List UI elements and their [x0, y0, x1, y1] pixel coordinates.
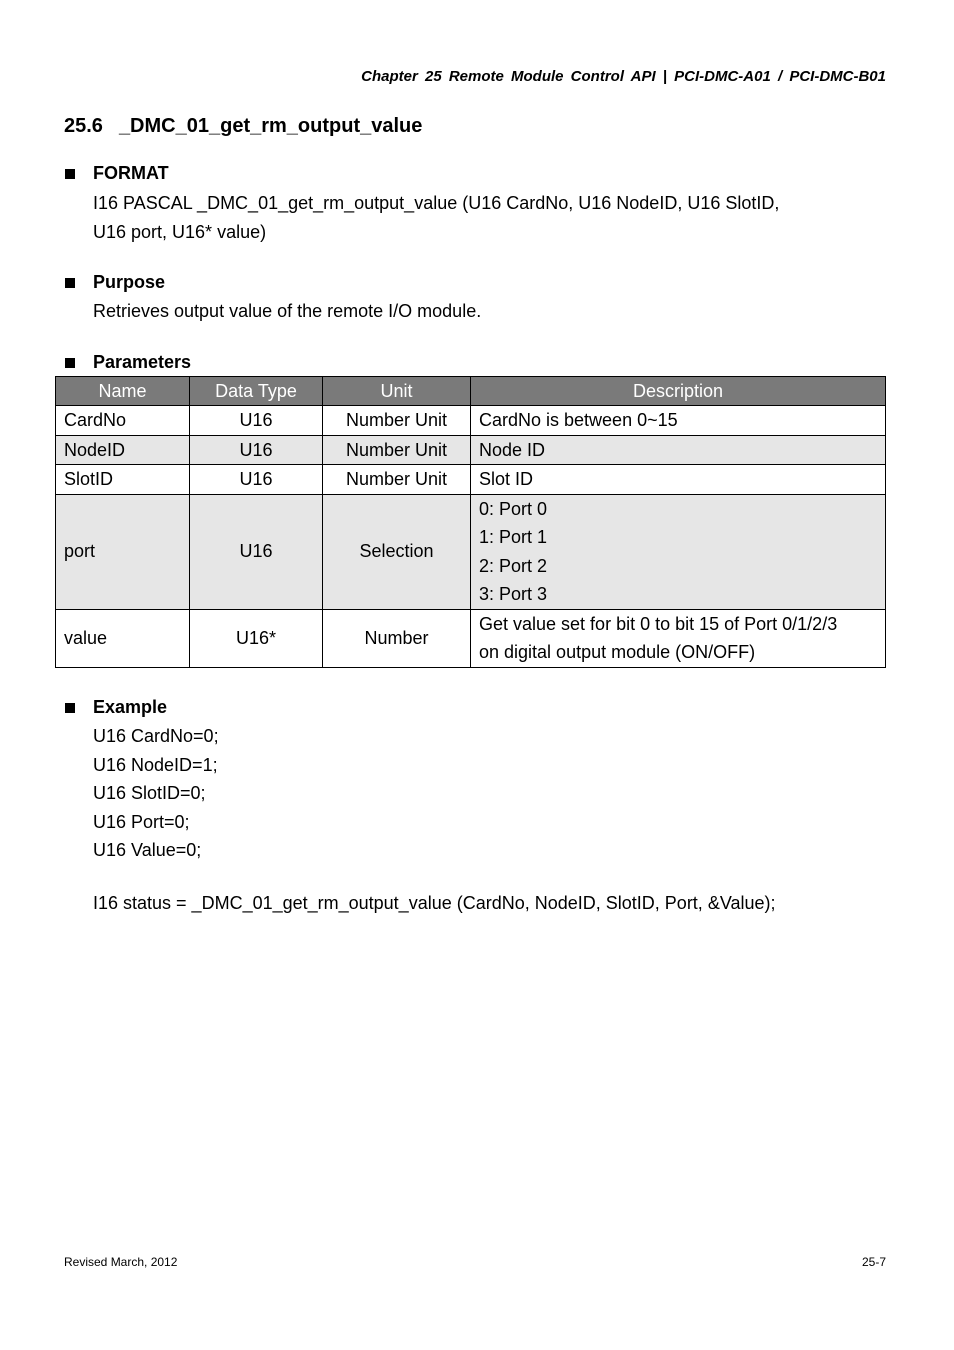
square-bullet-icon	[65, 358, 75, 368]
parameters-table	[55, 376, 886, 668]
purpose-heading-label: Purpose	[93, 272, 166, 292]
footer-revision: Revised March, 2012	[64, 1255, 178, 1269]
format-signature	[93, 189, 779, 246]
section-function-name: _DMC_01_get_rm_output_value	[118, 115, 423, 137]
param-type: U16*	[190, 609, 323, 667]
example-line: U16 CardNo=0;	[93, 726, 219, 746]
param-description	[471, 406, 886, 436]
param-name: CardNo	[56, 406, 190, 436]
param-type: U16	[190, 465, 323, 495]
description-line: Node ID	[479, 439, 546, 460]
description-line: 3: Port 3	[479, 584, 548, 604]
column-header-description: Description	[471, 377, 886, 406]
param-unit: Number Unit	[323, 406, 471, 436]
description-line: 2: Port 2	[479, 555, 548, 576]
example-line: U16 Value=0;	[93, 840, 202, 860]
table-row	[56, 465, 886, 495]
example-line: U16 SlotID=0;	[93, 783, 206, 803]
param-unit: Number Unit	[323, 435, 471, 465]
description-line: Get value set for bit 0 to bit 15 of Port 0/1/2/3	[479, 613, 838, 634]
column-header-data-type: Data Type	[190, 377, 323, 406]
description-line: 1: Port 1	[479, 527, 548, 547]
purpose-heading	[65, 272, 165, 293]
param-name: NodeID	[56, 435, 190, 465]
example-line: U16 NodeID=1;	[93, 754, 218, 775]
param-description	[471, 609, 886, 667]
description-line: 0: Port 0	[479, 498, 548, 519]
example-call: I16 status = _DMC_01_get_rm_output_value (CardNo, NodeID, SlotID, Port, &Value);	[93, 893, 776, 913]
parameters-heading-label: Parameters	[93, 352, 192, 372]
table-row	[56, 494, 886, 609]
param-unit: Number	[323, 609, 471, 667]
param-description	[471, 465, 886, 495]
square-bullet-icon	[65, 169, 75, 179]
example-line: U16 Port=0;	[93, 811, 190, 832]
purpose-text: Retrieves output value of the remote I/O module.	[93, 301, 482, 321]
section-title	[64, 115, 422, 138]
example-heading-label: Example	[93, 697, 168, 717]
param-type: U16	[190, 435, 323, 465]
square-bullet-icon	[65, 703, 75, 713]
format-line: U16 port, U16* value)	[93, 221, 267, 242]
param-description	[471, 494, 886, 609]
table-row	[56, 435, 886, 465]
param-name: SlotID	[56, 465, 190, 495]
param-type: U16	[190, 406, 323, 436]
param-description	[471, 435, 886, 465]
example-code	[93, 722, 219, 865]
footer-page-number: 25-7	[861, 1255, 886, 1269]
format-heading	[65, 163, 169, 184]
param-type: U16	[190, 494, 323, 609]
section-number: 25.6	[64, 115, 103, 137]
param-name: value	[56, 609, 190, 667]
description-line: CardNo is between 0~15	[479, 410, 678, 430]
format-heading-label: FORMAT	[93, 163, 169, 183]
param-name: port	[56, 494, 190, 609]
square-bullet-icon	[65, 278, 75, 288]
description-line: on digital output module (ON/OFF)	[479, 642, 756, 662]
parameters-heading	[65, 352, 191, 373]
table-header-row	[56, 377, 886, 406]
table-row	[56, 609, 886, 667]
column-header-unit: Unit	[323, 377, 471, 406]
format-line: I16 PASCAL _DMC_01_get_rm_output_value (U16 CardNo, U16 NodeID, U16 SlotID,	[93, 193, 780, 213]
running-header: Chapter 25 Remote Module Control API | PCI-DMC-A01 / PCI-DMC-B01	[361, 68, 886, 85]
example-heading	[65, 697, 167, 718]
param-unit: Selection	[323, 494, 471, 609]
param-unit: Number Unit	[323, 465, 471, 495]
description-line: Slot ID	[479, 469, 534, 489]
column-header-name: Name	[56, 377, 190, 406]
table-row	[56, 406, 886, 436]
